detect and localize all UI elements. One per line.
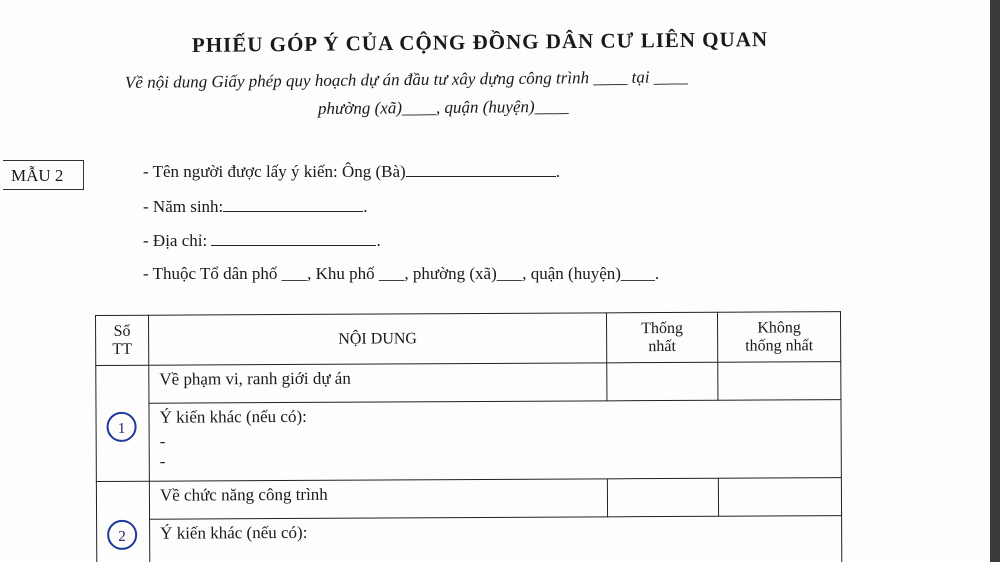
table-header-row xyxy=(96,312,841,366)
bullet: - xyxy=(159,431,166,451)
row-item-cell: Về phạm vi, ranh giới dự án xyxy=(149,363,607,403)
form-subtitle-line2: phường (xã)____, quận (huyện)____ xyxy=(317,96,569,118)
table-row-other xyxy=(96,400,841,482)
row-other-opinion-cell[interactable] xyxy=(149,400,841,482)
row-number-cell xyxy=(96,481,149,562)
table-row-other xyxy=(97,516,842,562)
belongs-to-field xyxy=(143,264,659,284)
row-disagree-checkbox-cell[interactable] xyxy=(718,478,841,517)
template-label: MẪU 2 xyxy=(11,166,64,185)
name-field: - Tên người được lấy ý kiến: Ông (Bà) . xyxy=(143,162,560,181)
table-row xyxy=(96,362,841,404)
row-item-cell: Về chức năng công trình xyxy=(149,479,607,519)
header-agree xyxy=(606,312,717,363)
form-title: PHIẾU GÓP Ý CỦA CỘNG ĐỒNG DÂN CƯ LIÊN QUAN xyxy=(191,26,769,58)
header-no-line2: TT xyxy=(112,340,132,358)
row-disagree-checkbox-cell[interactable] xyxy=(718,362,841,401)
header-agree-line2: nhất xyxy=(648,337,676,355)
other-opinion-label: Ý kiến khác (nếu có): xyxy=(159,406,307,427)
header-disagree xyxy=(717,312,840,363)
header-no-line1: Số xyxy=(113,322,131,340)
address-field: - Địa chỉ: . xyxy=(143,231,381,250)
header-content: NỘI DUNG xyxy=(149,313,607,365)
row-agree-checkbox-cell[interactable] xyxy=(607,362,718,401)
template-label-box xyxy=(3,160,84,190)
row-other-opinion-cell[interactable] xyxy=(150,516,842,562)
row-number-cell xyxy=(96,365,150,481)
birth-year-field-label: - Năm sinh: xyxy=(143,197,224,216)
name-blank-line xyxy=(406,162,556,177)
belongs-to-field-label: - Thuộc Tổ dân phố ___, Khu phố ___, phường (xã)___, quận (huyện)____. xyxy=(143,264,660,283)
row-number-circle: 2 xyxy=(107,520,137,550)
header-no xyxy=(96,315,149,365)
bullet: - xyxy=(159,451,166,471)
row-number-circle: 1 xyxy=(107,412,137,442)
address-field-label: - Địa chỉ: xyxy=(143,231,208,250)
other-opinion-label: Ý kiến khác (nếu có): xyxy=(160,522,308,543)
table-row xyxy=(96,478,841,520)
address-blank-line xyxy=(211,231,376,246)
header-agree-line1: Thống xyxy=(641,319,684,337)
birth-year-field: - Năm sinh: . xyxy=(143,197,368,216)
opinion-table xyxy=(95,311,842,562)
form-subtitle-line1: Về nội dung Giấy phép quy hoạch dự án đầu tư xây dựng công trình ____ tại ____ xyxy=(124,67,688,92)
birth-year-blank-line xyxy=(223,197,363,212)
header-disagree-line1: Không xyxy=(757,318,801,337)
window-scrollbar[interactable] xyxy=(990,0,1000,562)
name-field-label: - Tên người được lấy ý kiến: Ông (Bà) xyxy=(143,162,406,181)
header-disagree-line2: thống nhất xyxy=(745,336,814,355)
row-agree-checkbox-cell[interactable] xyxy=(607,478,718,517)
